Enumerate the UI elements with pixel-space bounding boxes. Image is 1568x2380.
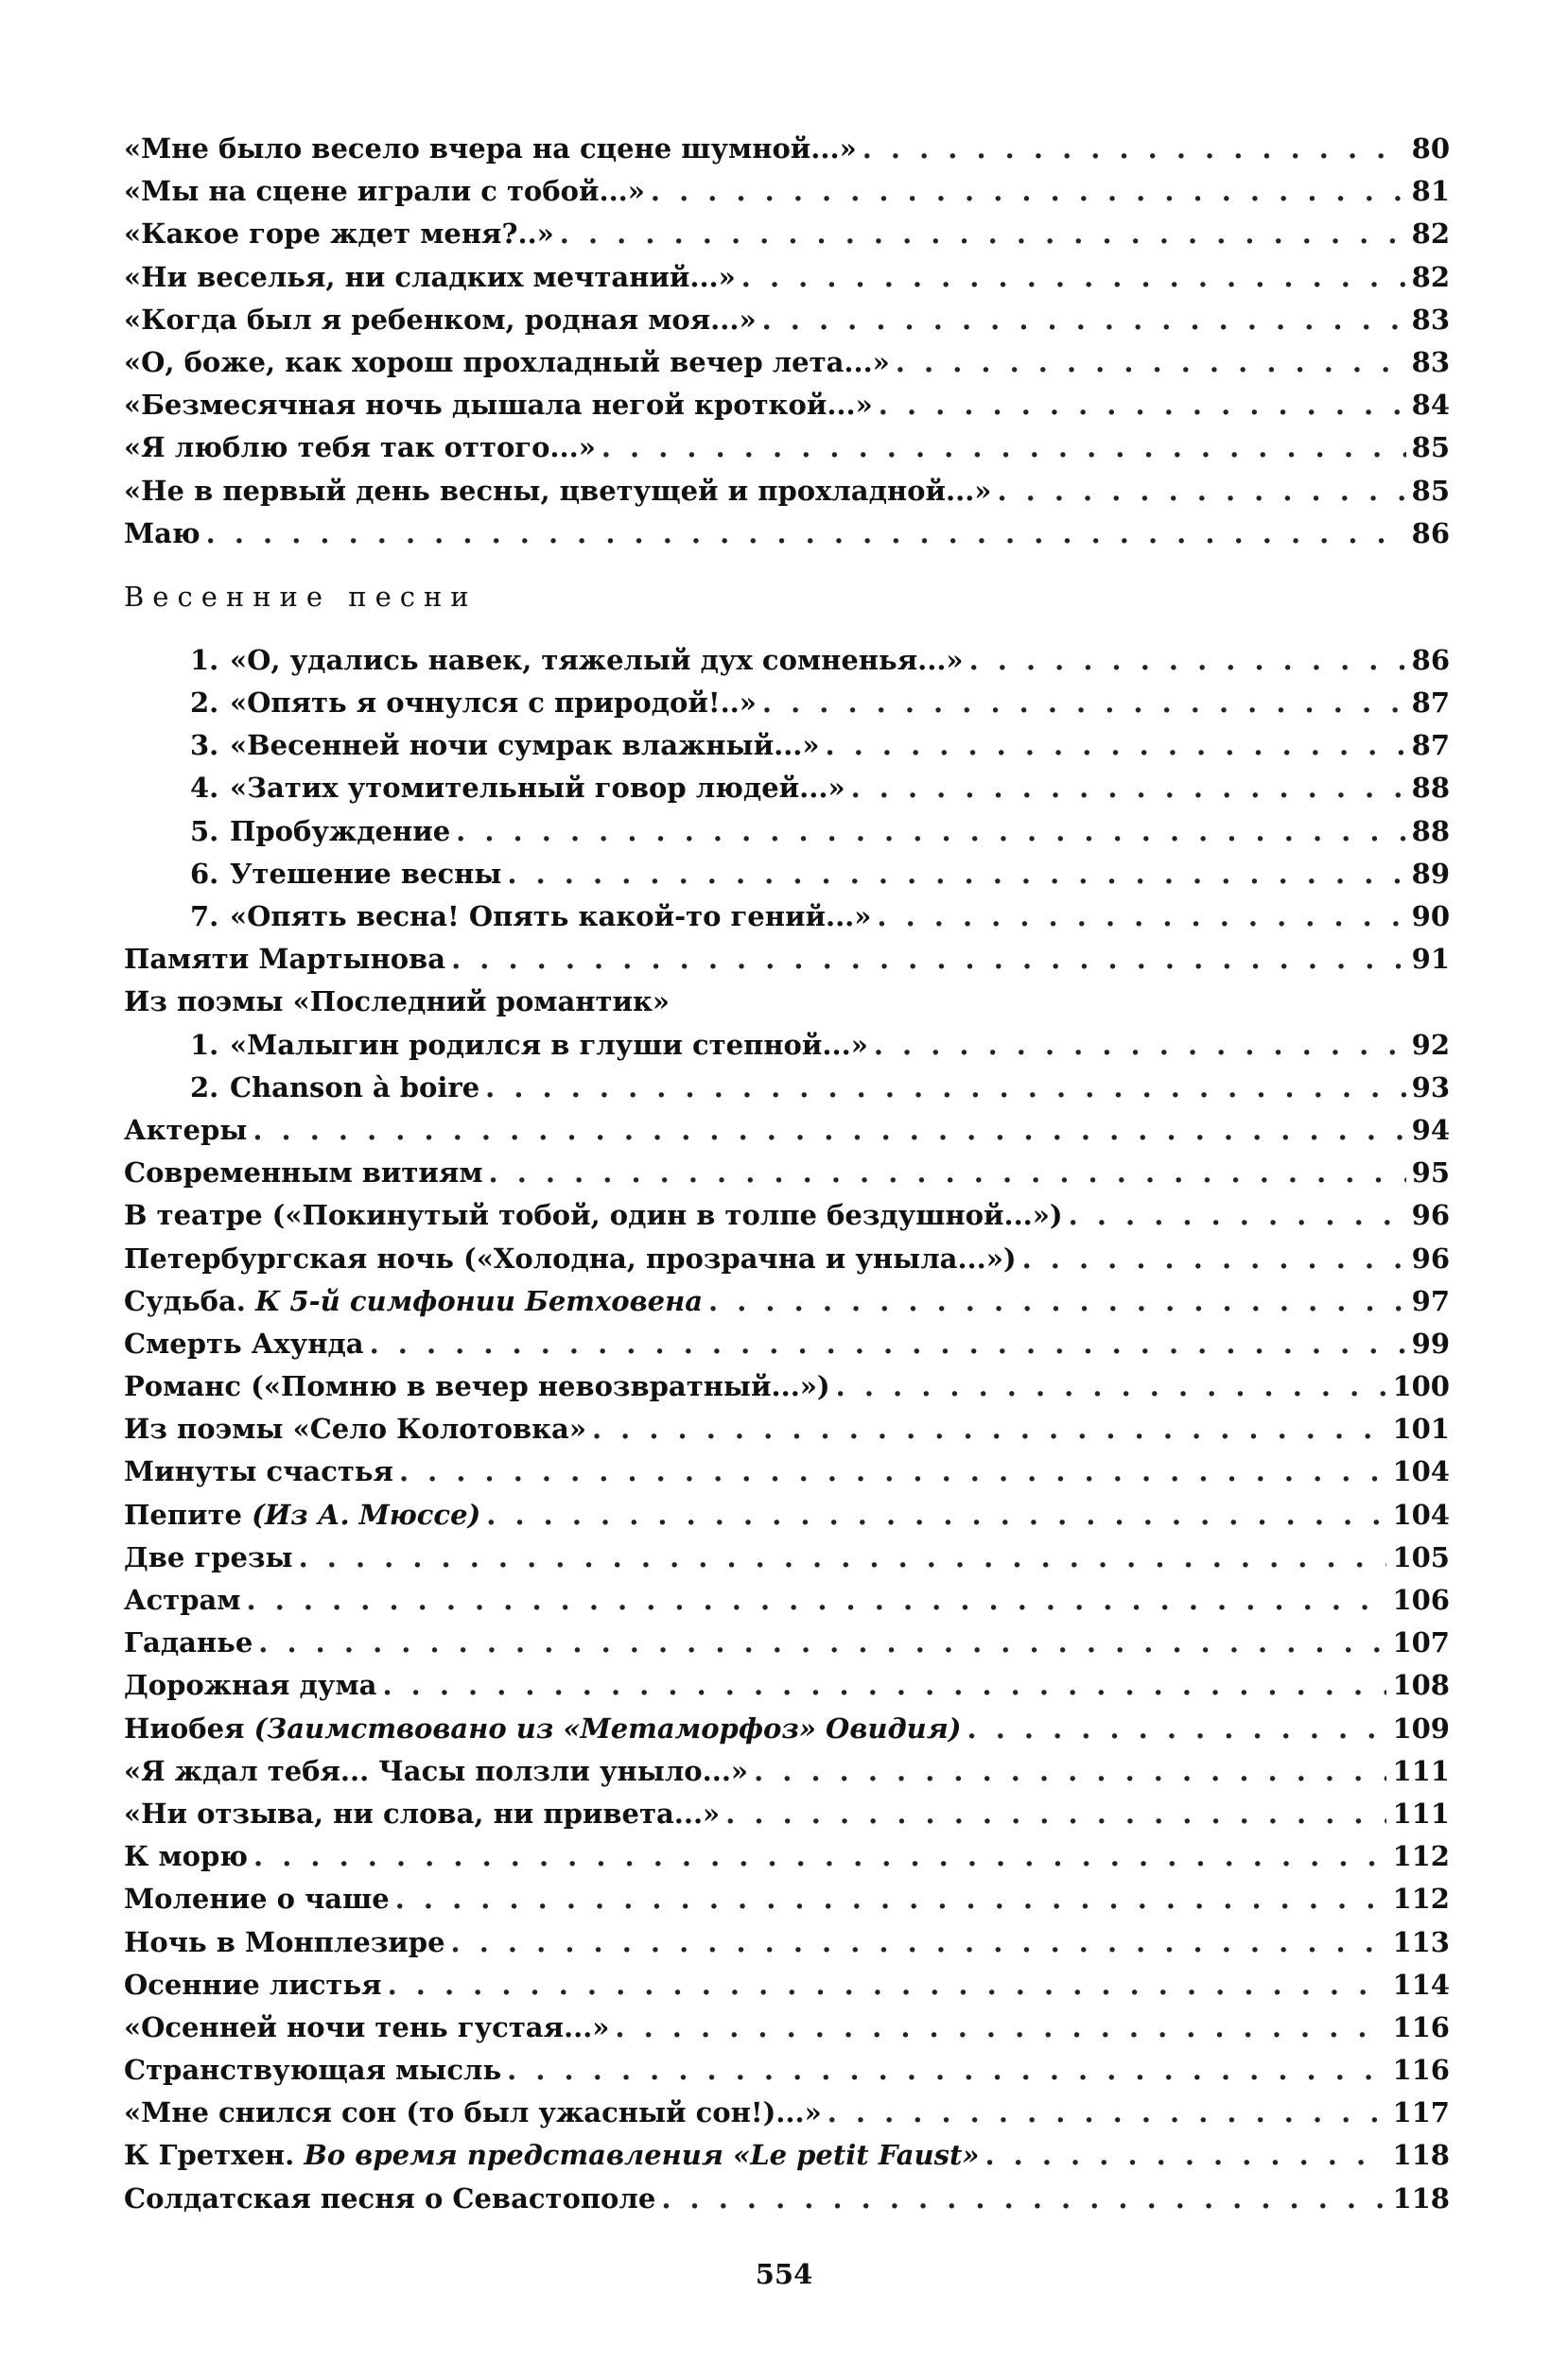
dot-leader — [253, 1835, 1386, 1878]
toc-entry — [124, 1152, 1450, 1194]
entry-title: К морю — [124, 1840, 249, 1873]
toc-entry — [124, 1708, 1450, 1750]
toc-entry — [124, 1579, 1450, 1622]
entry-title: «Мне было весело вчера на сцене шумной...» — [124, 132, 857, 165]
entry-page: 88 — [1411, 814, 1450, 847]
entry-title: Дорожная дума — [124, 1669, 377, 1702]
entry-title: «Когда был я ребенком, родная моя...» — [124, 303, 757, 336]
toc-entry — [124, 1408, 1450, 1451]
toc-entry — [124, 426, 1450, 469]
toc-entry — [124, 128, 1450, 170]
entry-title: Солдатская песня о Севастополе — [124, 2181, 656, 2215]
entry-title-italic: К 5-й симфонии Бетховена — [254, 1284, 704, 1317]
toc-entry — [124, 895, 1450, 938]
entry-title: Маю — [124, 516, 200, 549]
entry-title: «Я ждал тебя... Часы ползли уныло...» — [124, 1754, 749, 1787]
toc-entry — [124, 1451, 1450, 1493]
toc-entry — [124, 682, 1450, 724]
dot-leader — [370, 1323, 1406, 1365]
toc-entry — [124, 1280, 1450, 1323]
toc-entry — [124, 767, 1450, 809]
toc-entry — [124, 2092, 1450, 2134]
dot-leader — [877, 895, 1405, 938]
entry-title: «Весенней ночи сумрак влажный...» — [230, 729, 820, 762]
entry-page: 92 — [1411, 1028, 1450, 1061]
entry-page: 80 — [1411, 132, 1450, 165]
toc-entry — [124, 1964, 1450, 2006]
entry-title: Актеры — [124, 1113, 248, 1146]
dot-leader — [984, 2134, 1386, 2177]
entry-title-italic: Во время представления «Le petit Faust» — [304, 2139, 980, 2172]
entry-title: Из поэмы «Село Колотовка» — [124, 1413, 586, 1446]
dot-leader — [661, 2178, 1386, 2220]
dot-leader — [247, 1579, 1387, 1622]
entry-page: 101 — [1392, 1413, 1450, 1446]
dot-leader — [592, 1408, 1386, 1451]
toc-entry — [124, 1664, 1450, 1707]
toc-entry — [124, 1323, 1450, 1365]
dot-leader — [451, 938, 1406, 981]
entry-page: 104 — [1392, 1455, 1450, 1488]
entry-page: 85 — [1411, 431, 1450, 464]
entry-title: Минуты счастья — [124, 1455, 393, 1488]
dot-leader — [651, 170, 1406, 213]
entry-title: Пепите (Из А. Мюссе) — [124, 1498, 481, 1531]
page-number: 554 — [755, 2258, 813, 2290]
entry-title: Chanson à boire — [230, 1070, 480, 1103]
entry-page: 112 — [1392, 1840, 1450, 1873]
toc-entry — [124, 512, 1450, 555]
entry-title: «Безмесячная ночь дышала негой кроткой...» — [124, 389, 873, 422]
dot-leader — [879, 384, 1406, 426]
entry-page: 100 — [1392, 1370, 1450, 1403]
dot-leader — [874, 1024, 1406, 1067]
toc-entry — [124, 341, 1450, 384]
toc-entry — [124, 1622, 1450, 1664]
entry-page: 104 — [1392, 1498, 1450, 1531]
dot-leader — [708, 1280, 1406, 1323]
dot-leader — [615, 2006, 1386, 2049]
entry-page: 109 — [1392, 1711, 1450, 1745]
entry-page: 87 — [1411, 729, 1450, 762]
toc-entry — [124, 213, 1450, 255]
dot-leader — [754, 1750, 1386, 1793]
entry-title: Астрам — [124, 1584, 241, 1616]
dot-leader — [560, 213, 1406, 255]
entry-title: Из поэмы «Последний романтик» — [124, 985, 671, 1018]
entry-page: 89 — [1411, 857, 1450, 890]
toc-entry — [124, 810, 1450, 853]
toc-entry — [124, 1024, 1450, 1067]
entry-page: 97 — [1411, 1284, 1450, 1317]
entry-page: 88 — [1411, 772, 1450, 805]
dot-leader — [253, 1109, 1405, 1152]
toc-entry — [124, 299, 1450, 341]
dot-leader — [741, 256, 1406, 299]
entry-title-italic: (Из А. Мюссе) — [252, 1498, 481, 1531]
entry-title: Моление о чаше — [124, 1883, 390, 1916]
dot-leader — [762, 299, 1406, 341]
dot-leader — [399, 1451, 1387, 1493]
entry-number: 7. — [190, 900, 219, 932]
entry-number: 1. — [190, 643, 219, 676]
dot-leader — [395, 1878, 1387, 1920]
toc-entry — [124, 1109, 1450, 1152]
dot-leader — [836, 1365, 1387, 1408]
entry-title: «Я люблю тебя так оттого...» — [124, 431, 596, 464]
entry-title: «О, удались навек, тяжелый дух сомненья...» — [230, 643, 964, 676]
entry-page: 111 — [1392, 1754, 1450, 1787]
toc-entry — [124, 1921, 1450, 1964]
entry-page: 86 — [1411, 516, 1450, 549]
entry-page: 96 — [1411, 1242, 1450, 1275]
entry-title: «Ни веселья, ни сладких мечтаний...» — [124, 260, 736, 293]
entry-title: Утешение весны — [230, 857, 502, 890]
toc-entry — [124, 170, 1450, 213]
dot-leader — [862, 128, 1406, 170]
entry-title: Две грезы — [124, 1540, 293, 1573]
dot-leader — [507, 2049, 1386, 2092]
entry-number: 1. — [190, 1028, 219, 1061]
entry-title: Смерть Ахунда — [124, 1327, 364, 1360]
entry-page: 112 — [1392, 1883, 1450, 1916]
poem-heading — [124, 981, 1450, 1023]
toc-entry — [124, 1067, 1450, 1109]
dot-leader — [485, 1067, 1405, 1109]
entry-page: 99 — [1411, 1327, 1450, 1360]
entry-page: 82 — [1411, 260, 1450, 293]
toc-entry — [124, 639, 1450, 682]
entry-title: «Осенней ночи тень густая...» — [124, 2010, 610, 2043]
toc-entry — [124, 1835, 1450, 1878]
dot-leader — [507, 853, 1405, 895]
entry-page: 118 — [1392, 2139, 1450, 2172]
dot-leader — [451, 1921, 1387, 1964]
entry-page: 90 — [1411, 900, 1450, 932]
dot-leader — [969, 639, 1406, 682]
entry-title: «Затих утомительный говор людей...» — [230, 772, 845, 805]
dot-leader — [456, 810, 1405, 853]
entry-title: «Мы на сцене играли с тобой...» — [124, 175, 645, 208]
entry-title: Ниобея (Заимствовано из «Метаморфоз» Овидия) — [124, 1711, 962, 1745]
entry-title: «Опять весна! Опять какой-то гений...» — [230, 900, 872, 932]
entry-title: «Не в первый день весны, цветущей и прохладной...» — [124, 474, 992, 507]
toc-entry — [124, 1494, 1450, 1537]
dot-leader — [967, 1708, 1387, 1750]
entry-page: 84 — [1411, 389, 1450, 422]
entry-title: «Опять я очнулся с природой!..» — [230, 686, 757, 720]
entry-title-italic: (Заимствовано из «Метаморфоз» Овидия) — [253, 1711, 962, 1745]
dot-leader — [896, 341, 1406, 384]
entry-page: 111 — [1392, 1797, 1450, 1830]
dot-leader — [1069, 1194, 1406, 1237]
entry-number: 4. — [190, 772, 219, 805]
dot-leader — [601, 426, 1406, 469]
entry-page: 116 — [1392, 2054, 1450, 2087]
toc-entry — [124, 1793, 1450, 1835]
toc-entry — [124, 1365, 1450, 1408]
entry-number: 6. — [190, 857, 219, 890]
entry-number: 2. — [190, 686, 219, 720]
toc-entry — [124, 1750, 1450, 1793]
dot-leader — [299, 1537, 1387, 1579]
toc-entry — [124, 1537, 1450, 1579]
entry-title: Современным витиям — [124, 1156, 483, 1190]
dot-leader — [489, 1152, 1406, 1194]
entry-title: Романс («Помню в вечер невозвратный...») — [124, 1370, 830, 1403]
entry-page: 96 — [1411, 1199, 1450, 1232]
toc-entry — [124, 470, 1450, 512]
dot-leader — [388, 1964, 1387, 2006]
entry-page: 82 — [1411, 217, 1450, 251]
dot-leader — [258, 1622, 1386, 1664]
entry-title: Осенние листья — [124, 1968, 382, 2001]
entry-title: Ночь в Монплезире — [124, 1925, 445, 1958]
entry-title: «Какое горе ждет меня?..» — [124, 217, 554, 251]
entry-page: 108 — [1392, 1669, 1450, 1702]
toc-entry — [124, 256, 1450, 299]
toc-entry — [124, 1194, 1450, 1237]
entry-title: Гаданье — [124, 1626, 253, 1659]
entry-title: «Мне снился сон (то был ужасный сон!)...» — [124, 2096, 822, 2129]
toc-entry — [124, 2178, 1450, 2220]
toc-entry — [124, 2049, 1450, 2092]
entry-title: Пробуждение — [230, 814, 451, 847]
entry-title: «О, боже, как хорош прохладный вечер лета...» — [124, 345, 890, 378]
dot-leader — [762, 682, 1406, 724]
entry-title: Петербургская ночь («Холодна, прозрачна и уныла...») — [124, 1242, 1017, 1275]
entry-page: 91 — [1411, 943, 1450, 976]
entry-page: 83 — [1411, 303, 1450, 336]
toc-entry — [124, 1878, 1450, 1920]
toc-entry — [124, 2006, 1450, 2049]
entry-title: Судьба. К 5-й симфонии Бетховена — [124, 1284, 704, 1317]
entry-page: 86 — [1411, 643, 1450, 676]
entry-page: 113 — [1392, 1925, 1450, 1958]
entry-page: 105 — [1392, 1540, 1450, 1573]
dot-leader — [826, 724, 1406, 767]
dot-leader — [382, 1664, 1386, 1707]
entry-title: Памяти Мартынова — [124, 943, 446, 976]
toc-entry — [124, 853, 1450, 895]
entry-number: 3. — [190, 729, 219, 762]
entry-number: 2. — [190, 1070, 219, 1103]
toc-entry — [124, 2134, 1450, 2177]
dot-leader — [1022, 1238, 1406, 1280]
entry-page: 114 — [1392, 1968, 1450, 2001]
dot-leader — [725, 1793, 1386, 1835]
toc-entry — [124, 724, 1450, 767]
entry-page: 85 — [1411, 474, 1450, 507]
entry-title: Странствующая мысль — [124, 2054, 502, 2087]
toc-entry — [124, 1238, 1450, 1280]
entry-title: «Ни отзыва, ни слова, ни привета...» — [124, 1797, 721, 1830]
entry-page: 116 — [1392, 2010, 1450, 2043]
entry-page: 106 — [1392, 1584, 1450, 1616]
entry-page: 117 — [1392, 2096, 1450, 2129]
entry-page: 94 — [1411, 1113, 1450, 1146]
dot-leader — [851, 767, 1406, 809]
dot-leader — [997, 470, 1405, 512]
dot-leader — [206, 512, 1406, 555]
entry-page: 118 — [1392, 2181, 1450, 2215]
dot-leader — [486, 1494, 1386, 1537]
entry-page: 87 — [1411, 686, 1450, 720]
toc-entry — [124, 384, 1450, 426]
table-of-contents — [124, 128, 1450, 2220]
entry-page: 93 — [1411, 1070, 1450, 1103]
entry-page: 107 — [1392, 1626, 1450, 1659]
dot-leader — [828, 2092, 1387, 2134]
entry-page: 81 — [1411, 175, 1450, 208]
entry-page: 95 — [1411, 1156, 1450, 1190]
entry-page: 83 — [1411, 345, 1450, 378]
section-heading: Весенние песни — [124, 580, 478, 613]
entry-title: К Гретхен. Во время представления «Le petit Faust» — [124, 2139, 980, 2172]
toc-entry — [124, 938, 1450, 981]
entry-number: 5. — [190, 814, 219, 847]
entry-title: «Малыгин родился в глуши степной...» — [230, 1028, 868, 1061]
entry-title: В театре («Покинутый тобой, один в толпе бездушной...») — [124, 1199, 1063, 1232]
